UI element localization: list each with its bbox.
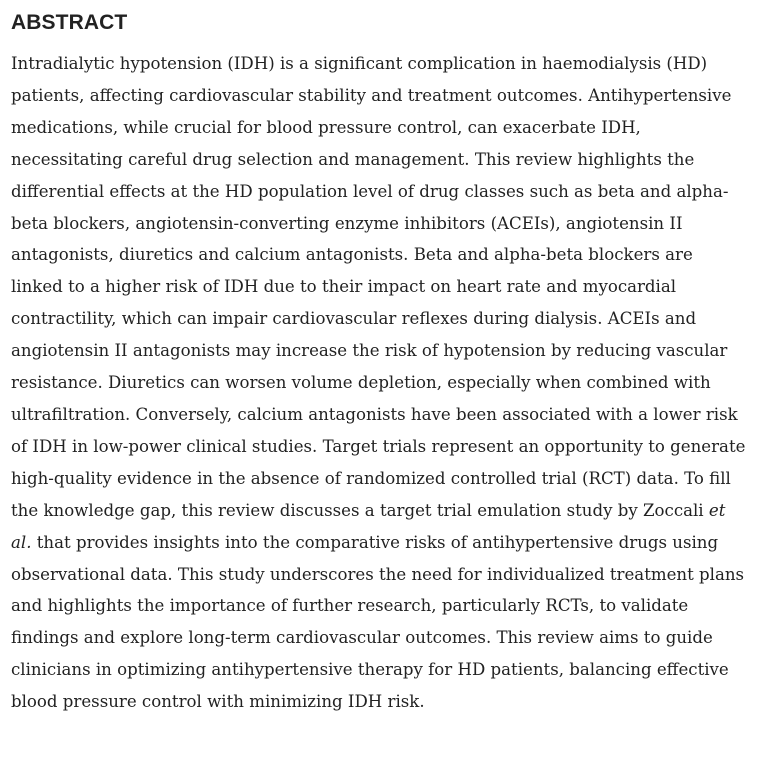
et-al-italic: et al. (11, 500, 726, 552)
abstract-text-part-2: that provides insights into the comparative risks of antihypertensive drugs using observational data. This study underscores the need for individualized treatment plans and highlights the importance of further research, particularly RCTs, to validate findings and explore long-term cardiovascular outcomes. This review aims to guide clinicians in optimizing antihypertensive therapy for HD patients, balancing effective blood pressure control with minimizing IDH risk. (11, 532, 745, 712)
abstract-body (11, 48, 748, 718)
abstract-text-part-1: Intradialytic hypotension (IDH) is a significant complication in haemodialysis (HD) patients, affecting cardiovascular stability and treatment outcomes. Antihypertensive medications, while crucial for blood pressure control, can exacerbate IDH, necessitating careful drug selection and management. This review highlights the differential effects at the HD population level of drug classes such as beta and alpha-beta blockers, angiotensin-converting enzyme inhibitors (ACEIs), angiotensin II antagonists, diuretics and calcium antagonists. Beta and alpha-beta blockers are linked to a higher risk of IDH due to their impact on heart rate and myocardial contractility, which can impair cardiovascular reflexes during dialysis. ACEIs and angiotensin II antagonists may increase the risk of hypotension by reducing vascular resistance. Diuretics can worsen volume depletion, especially when combined with ultrafiltration. Conversely, calcium antagonists have been associated with a lower risk of IDH in low-power clinical studies. Target trials represent an opportunity to generate high-quality evidence in the absence of randomized controlled trial (RCT) data. To fill the knowledge gap, this review discusses a target trial emulation study by Zoccali (11, 54, 746, 520)
abstract-heading: ABSTRACT (11, 11, 128, 34)
